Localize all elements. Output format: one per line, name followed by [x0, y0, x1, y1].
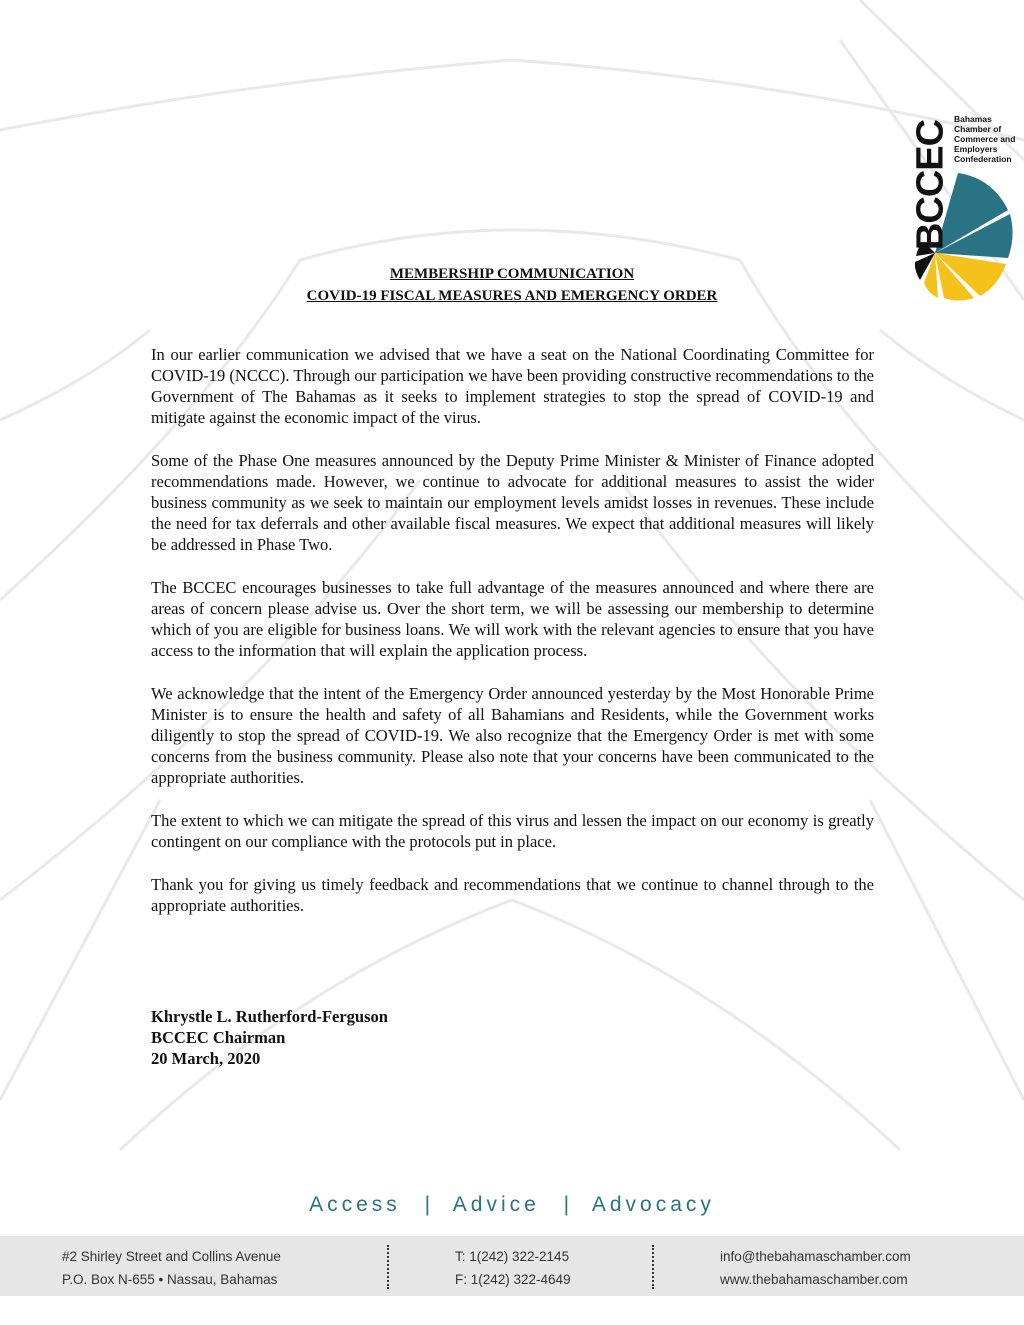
logo-org-name: Bahamas Chamber of Commerce and Employers Confederation	[954, 114, 1016, 164]
signatory-title: BCCEC Chairman	[151, 1028, 286, 1047]
paragraph: We acknowledge that the intent of the Emergency Order announced yesterday by the Most Honorable Prime Minister is to ensure the health and safety of all Bahamians and Residents, while the Government works diligently to stop the spread of COVID-19. We also recognize that the Emergency Order is met with some concerns from the business community. Please also note that your concerns have been communicated to the appropriate authorities.	[151, 684, 874, 787]
tagline-separator: |	[563, 1193, 570, 1216]
bccec-logo	[455, 58, 1016, 251]
signature-block	[151, 1006, 388, 1069]
paragraph: In our earlier communication we advised that we have a seat on the National Coordinating Committee for COVID-19 (NCCC). Through our participation we have been providing constructive recommendations to the Government of The Bahamas as it seeks to implement strategies to stop the spread of COVID-19 and mitigate against the economic impact of the virus.	[151, 345, 874, 427]
letter-body	[151, 344, 874, 938]
footer-contact	[720, 1245, 911, 1291]
tagline-separator: |	[424, 1193, 431, 1216]
tagline	[0, 1193, 1024, 1217]
fax-number: F: 1(242) 322-4649	[455, 1272, 571, 1287]
footer-phones	[455, 1245, 571, 1291]
address-line-2: P.O. Box N-655 • Nassau, Bahamas	[62, 1272, 278, 1287]
letter-date: 20 March, 2020	[151, 1049, 261, 1068]
tagline-access: Access	[309, 1193, 401, 1216]
document-heading: MEMBERSHIP COMMUNICATION	[389, 266, 635, 282]
tagline-advocacy: Advocacy	[591, 1193, 715, 1216]
footer-divider	[652, 1245, 654, 1289]
phone-number: T: 1(242) 322-2145	[455, 1249, 570, 1264]
footer-address	[62, 1245, 281, 1291]
website-link[interactable]: www.thebahamaschamber.com	[720, 1272, 908, 1287]
footer-bar	[0, 1236, 1024, 1296]
footer-divider	[387, 1245, 389, 1289]
logo-acronym: BCCEC	[909, 119, 952, 251]
email-link[interactable]: info@thebahamaschamber.com	[720, 1249, 911, 1264]
paragraph: Thank you for giving us timely feedback and recommendations that we continue to channel through to the appropriate authorities.	[151, 875, 874, 915]
signatory-name: Khrystle L. Rutherford-Ferguson	[151, 1007, 388, 1026]
paragraph: The extent to which we can mitigate the spread of this virus and lessen the impact on our economy is greatly contingent on our compliance with the protocols put in place.	[151, 811, 874, 851]
tagline-advice: Advice	[452, 1193, 540, 1216]
paragraph: The BCCEC encourages businesses to take full advantage of the measures announced and where there are areas of concern please advise us. Over the short term, we will be assessing our membership to determine which of you are eligible for business loans. We will work with the relevant agencies to ensure that you have access to the information that will explain the application process.	[151, 578, 874, 660]
paragraph: Some of the Phase One measures announced by the Deputy Prime Minister & Minister of Finance adopted recommendations made. However, we continue to advocate for additional measures to assist the wider business community as we seek to maintain our employment levels amidst losses in revenues. These include the need for tax deferrals and other available fiscal measures. We expect that additional measures will likely be addressed in Phase Two.	[151, 451, 874, 554]
address-line-1: #2 Shirley Street and Collins Avenue	[62, 1249, 281, 1264]
document-subheading: COVID-19 FISCAL MEASURES AND EMERGENCY ORDER	[306, 288, 718, 304]
